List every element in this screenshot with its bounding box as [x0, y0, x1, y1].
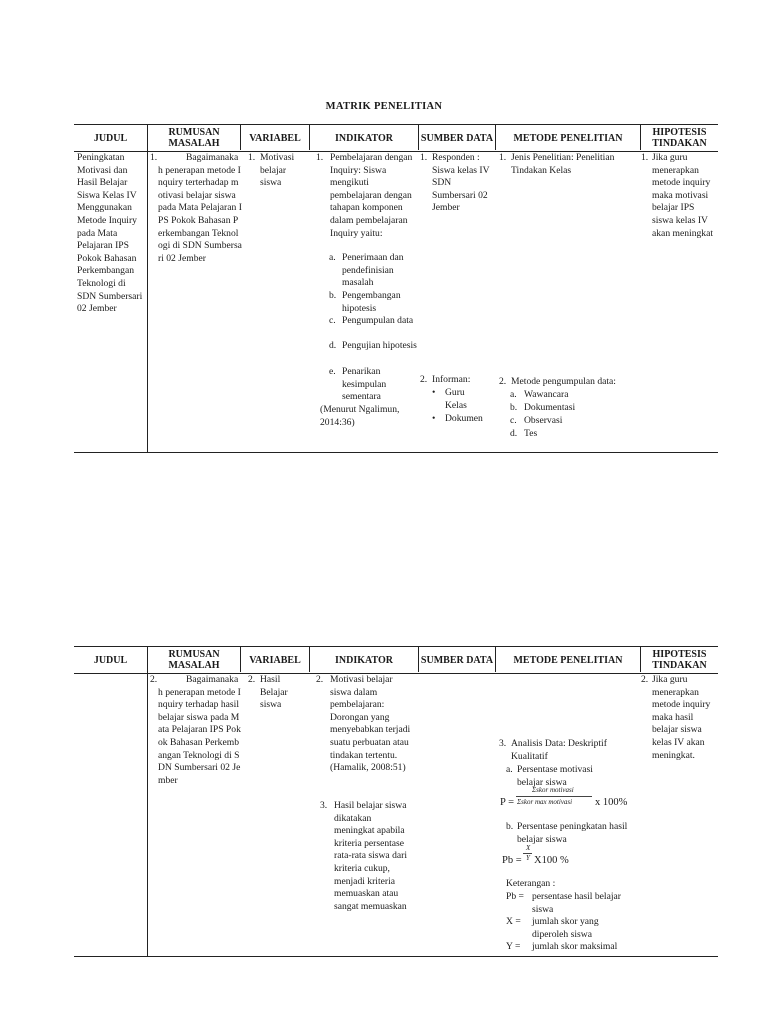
list-marker: b. — [506, 821, 514, 832]
list-item: Wawancara — [524, 389, 569, 400]
rumusan-cell: Bagaimanakah penerapan metode Inquiry terterhadap motivasi belajar siswa pada Mata Pelajaran IPS Pokok Bahasan Perkembangan Teknologi di SDN Sumbersari 02 Jember — [158, 152, 242, 264]
metode-jenis: Jenis Penelitian: Penelitian Tindakan Kelas — [511, 152, 615, 176]
variabel-number: 2. — [248, 674, 256, 685]
header-variabel: VARIABEL — [249, 132, 301, 144]
metode-pengumpulan: Metode pengumpulan data: — [511, 376, 616, 387]
bullet-icon: • — [432, 387, 436, 398]
list-marker: b. — [510, 402, 518, 413]
list-item: Guru Kelas — [445, 387, 467, 411]
list-item: Tes — [524, 428, 538, 439]
variabel-cell: Hasil Belajar siswa — [260, 674, 288, 711]
sumber-number: 1. — [420, 152, 428, 163]
metode-persentase-motivasi: Persentase motivasi belajar siswa — [517, 764, 593, 788]
rumusan-number: 2. — [150, 674, 158, 685]
col-divider — [147, 124, 148, 452]
formula-2-denominator: Y — [526, 854, 530, 862]
header-metode: METODE PENELITIAN — [513, 654, 623, 666]
keterangan-value: jumlah skor maksimal — [532, 941, 618, 952]
header-hipotesis: HIPOTESIS TINDAKAN — [652, 127, 707, 149]
col-divider — [495, 124, 496, 150]
keterangan-value: jumlah skor yang diperoleh siswa — [532, 916, 599, 940]
list-item: Observasi — [524, 415, 563, 426]
formula-1-prefix: P = — [500, 797, 514, 808]
table-header — [74, 124, 718, 152]
header-rumusan: RUMUSAN MASALAH — [168, 649, 220, 671]
hipotesis-cell: Jika guru menerapkan metode inquiry maka hasil belajar siswa kelas IV akan meningkat. — [652, 674, 711, 761]
header-judul: JUDUL — [93, 654, 128, 666]
col-divider — [640, 646, 641, 672]
header-indikator: INDIKATOR — [335, 132, 393, 144]
keterangan-label: Keterangan : — [506, 878, 556, 889]
sumber-responden: Responden : Siswa kelas IV SDN Sumbersari 02 Jember — [432, 152, 490, 214]
list-marker: d. — [329, 340, 337, 351]
sumber-informan: Informan: — [432, 374, 471, 385]
matrix-table-1 — [74, 124, 718, 454]
hipotesis-number: 2. — [641, 674, 649, 685]
header-indikator: INDIKATOR — [335, 654, 393, 666]
indikator-number: 2. — [316, 674, 324, 685]
keterangan-key: Pb = — [506, 891, 524, 902]
keterangan-key: Y = — [506, 941, 521, 952]
indikator-number: 1. — [316, 152, 324, 163]
list-marker: a. — [329, 252, 336, 263]
indikator-motivasi: Motivasi belajar siswa dalam pembelajaran: Dorongan yang menyebabkan terjadi suatu perbuatan atau tindakan tertentu. (Hamalik, 2008:51) — [330, 674, 411, 774]
indikator-number: 3. — [320, 800, 328, 811]
metode-number: 2. — [499, 376, 507, 387]
list-item: Penarikan kesimpulan sementara — [342, 366, 387, 403]
formula-2-prefix: Pb = — [502, 855, 522, 866]
formula-1-suffix: x 100% — [595, 797, 628, 808]
col-divider — [418, 124, 419, 150]
header-sumber: SUMBER DATA — [420, 132, 494, 144]
list-item: Pengumpulan data — [342, 315, 414, 326]
rumusan-cell: Bagaimanakah penerapan metode Inquiry terhadap hasil belajar siswa pada Mata Pelajaran IPS Pokok Bahasan Perkembangan Teknologi di SDN Sumbersari 02 Jember — [158, 674, 241, 786]
list-item: Pengembangan hipotesis — [342, 290, 401, 314]
col-divider — [240, 646, 241, 672]
list-marker: e. — [329, 366, 336, 377]
formula-1-denominator: Σskor max motivasi — [517, 798, 573, 806]
list-item: Pengujian hipotesis — [342, 340, 417, 351]
list-marker: d. — [510, 428, 518, 439]
col-divider — [147, 646, 148, 956]
list-marker: c. — [510, 415, 517, 426]
indikator-reference: (Menurut Ngalimun, 2014:36) — [320, 404, 400, 428]
list-marker: a. — [506, 764, 513, 775]
formula-2-numerator: X — [526, 844, 531, 852]
metode-analisis: Analisis Data: Deskriptif Kualitatif — [511, 738, 607, 762]
header-hipotesis: HIPOTESIS TINDAKAN — [652, 649, 707, 671]
list-marker: a. — [510, 389, 517, 400]
list-item: Penerimaan dan pendefinisian masalah — [342, 252, 404, 289]
metode-persentase-hasil: Persentase peningkatan hasil belajar siswa — [517, 821, 628, 845]
col-divider — [309, 646, 310, 672]
list-item: Dokumentasi — [524, 402, 576, 413]
sumber-number: 2. — [420, 374, 428, 385]
hipotesis-number: 1. — [641, 152, 649, 163]
keterangan-key: X = — [506, 916, 521, 927]
rumusan-number: 1. — [150, 152, 158, 163]
header-rumusan: RUMUSAN MASALAH — [168, 127, 220, 149]
table-bottom-border — [74, 452, 718, 453]
judul-cell: Peningkatan Motivasi dan Hasil Belajar Siswa Kelas IV Menggunakan Metode Inquiry pada Mata Pelajaran IPS Pokok Bahasan Perkembangan Teknologi di SDN Sumbersari 02 Jember — [77, 152, 143, 315]
list-marker: c. — [329, 315, 336, 326]
table-header — [74, 646, 718, 674]
header-variabel: VARIABEL — [249, 654, 301, 666]
variabel-number: 1. — [248, 152, 256, 163]
list-item: Dokumen — [445, 413, 483, 424]
header-metode: METODE PENELITIAN — [513, 132, 623, 144]
col-divider — [495, 646, 496, 672]
page-title: MATRIK PENELITIAN — [325, 101, 443, 112]
col-divider — [640, 124, 641, 150]
matrix-table-2 — [74, 646, 718, 958]
header-sumber: SUMBER DATA — [420, 654, 494, 666]
formula-2-suffix: X100 % — [534, 855, 569, 866]
hipotesis-cell: Jika guru menerapkan metode inquiry maka motivasi belajar IPS siswa kelas IV akan meningkat — [652, 152, 714, 239]
indikator-hasil: Hasil belajar siswa dikatakan meningkat apabila kriteria persentase rata-rata siswa dari kriteria cukup, menjadi kriteria memuaskan atau sangat memuaskan — [334, 800, 407, 912]
variabel-cell: Motivasi belajar siswa — [260, 152, 295, 189]
col-divider — [240, 124, 241, 150]
header-judul: JUDUL — [93, 132, 128, 144]
formula-1-numerator: Σskor motivasi — [532, 786, 574, 794]
keterangan-value: persentase hasil belajar siswa — [532, 891, 621, 915]
metode-number: 3. — [499, 738, 507, 749]
metode-number: 1. — [499, 152, 507, 163]
table-bottom-border — [74, 956, 718, 957]
col-divider — [418, 646, 419, 672]
list-marker: b. — [329, 290, 337, 301]
col-divider — [309, 124, 310, 150]
bullet-icon: • — [432, 413, 436, 424]
indikator-cell: Pembelajaran dengan Inquiry: Siswa mengikuti pembelajaran dengan tahapan komponen dalam pembelajaran Inquiry yaitu: — [330, 152, 413, 239]
